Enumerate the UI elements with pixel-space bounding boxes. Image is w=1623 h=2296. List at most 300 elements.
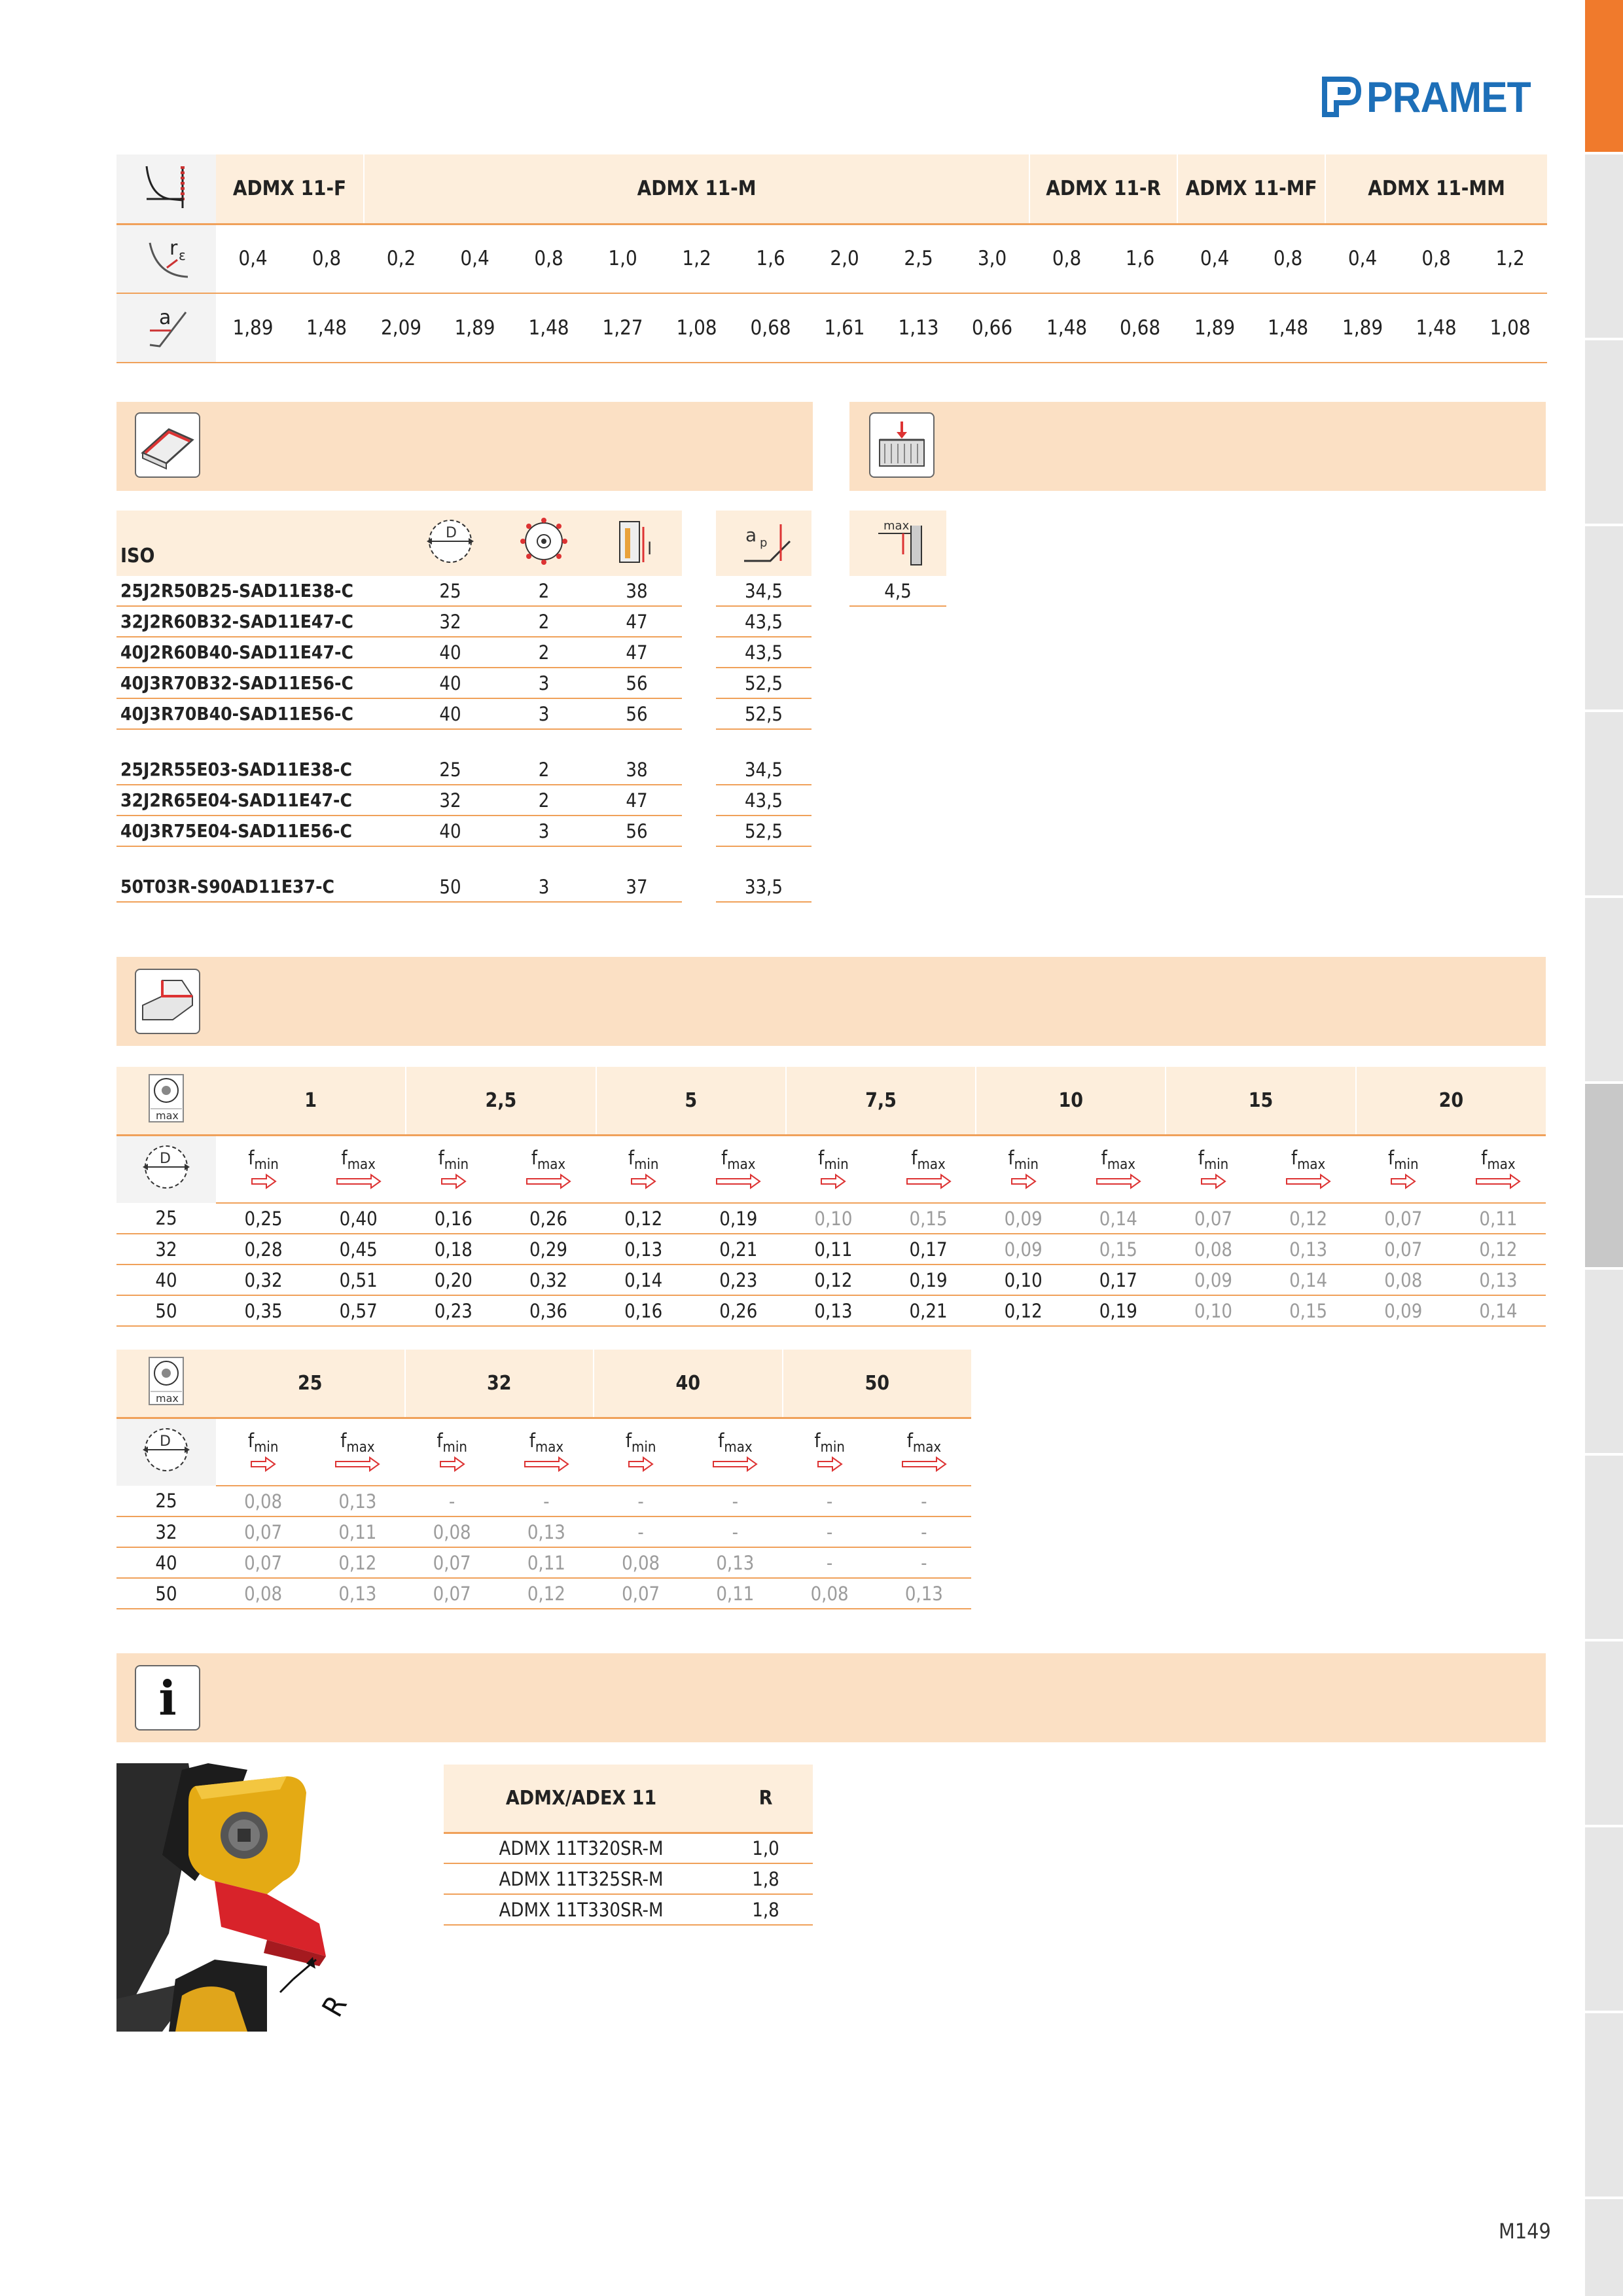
feed-value: 0,13 bbox=[596, 1234, 691, 1265]
max-depth-band bbox=[849, 402, 1546, 491]
logo-text: PRAMET bbox=[1366, 73, 1531, 121]
feed-value: 0,13 bbox=[688, 1547, 782, 1578]
feed-value: 0,17 bbox=[1071, 1265, 1166, 1295]
radius-value: 0,4 bbox=[438, 224, 512, 293]
ap-row bbox=[716, 816, 812, 846]
cutter-z: 3 bbox=[496, 698, 592, 729]
feed-arrow-icon bbox=[334, 1456, 380, 1472]
ramp-col-header: 32 bbox=[405, 1350, 594, 1418]
cutter-l: 56 bbox=[592, 668, 682, 698]
feed-row bbox=[116, 1547, 971, 1578]
feed-arrow-icon bbox=[526, 1174, 571, 1189]
ramp-angle-cell bbox=[116, 1350, 216, 1418]
cutter-ap: 43,5 bbox=[716, 785, 812, 816]
ramp-col-header: 10 bbox=[976, 1067, 1166, 1135]
cutter-z: 2 bbox=[496, 606, 592, 637]
fmin-header bbox=[594, 1418, 688, 1486]
ramp-col-header: 5 bbox=[596, 1067, 786, 1135]
feed-value: - bbox=[783, 1516, 877, 1547]
feed-diameter: 40 bbox=[116, 1265, 216, 1295]
feed-arrow-icon bbox=[250, 1456, 276, 1472]
fmax-header bbox=[877, 1418, 971, 1486]
cutter-z: 2 bbox=[496, 576, 592, 606]
feed-value: 0,35 bbox=[216, 1295, 311, 1326]
feed-value: 0,11 bbox=[1451, 1203, 1546, 1234]
f-symbol: f bbox=[248, 1147, 255, 1170]
fmin-header bbox=[1166, 1135, 1260, 1203]
f-symbol: f bbox=[437, 1429, 443, 1452]
feed-arrow-icon bbox=[820, 1174, 846, 1189]
insert-geometry-icon bbox=[116, 154, 216, 224]
fmax-sub: max bbox=[347, 1157, 376, 1174]
fmax-sub: max bbox=[917, 1157, 946, 1174]
feed-arrow-icon bbox=[628, 1456, 654, 1472]
ramp-angle-icon bbox=[147, 1072, 186, 1124]
feed-value: 0,12 bbox=[499, 1578, 594, 1609]
feed-value: 0,26 bbox=[691, 1295, 786, 1326]
radius-value: 0,4 bbox=[216, 224, 290, 293]
teeth-icon bbox=[496, 511, 592, 576]
cutter-row bbox=[116, 755, 682, 785]
cutter-l: 38 bbox=[592, 576, 682, 606]
svg-text:p: p bbox=[760, 535, 768, 550]
radius-value: 2,0 bbox=[808, 224, 882, 293]
fmax-sub: max bbox=[912, 1439, 942, 1456]
feed-value: 0,07 bbox=[405, 1547, 499, 1578]
side-tab bbox=[1585, 898, 1623, 1081]
ramping-band bbox=[116, 957, 1546, 1046]
fmin-header bbox=[783, 1418, 877, 1486]
iso-header: ISO bbox=[116, 511, 404, 576]
spacer-cell bbox=[116, 846, 404, 872]
d-label: D bbox=[446, 524, 457, 541]
feed-value: 0,26 bbox=[501, 1203, 596, 1234]
diameter-cell bbox=[116, 1418, 216, 1486]
ap-row bbox=[716, 606, 812, 637]
width-value: 1,13 bbox=[882, 293, 955, 363]
feed-row bbox=[116, 1234, 1546, 1265]
fmin-sub: min bbox=[824, 1157, 849, 1174]
feed-arrow-icon bbox=[1010, 1174, 1037, 1189]
max-step-icon bbox=[849, 511, 946, 576]
f-symbol: f bbox=[906, 1429, 913, 1452]
info-insert-r: 1,0 bbox=[719, 1833, 813, 1863]
feed-value: 0,07 bbox=[1166, 1203, 1260, 1234]
feed-row bbox=[116, 1486, 971, 1516]
feed-value: - bbox=[405, 1486, 499, 1516]
feed-value: 0,13 bbox=[877, 1578, 971, 1609]
feed-table-1 bbox=[116, 1067, 1546, 1327]
f-symbol: f bbox=[625, 1429, 632, 1452]
feed-value: 0,28 bbox=[216, 1234, 311, 1265]
cutter-row bbox=[116, 816, 682, 846]
info-col1-header: ADMX/ADEX 11 bbox=[444, 1765, 719, 1833]
side-tab bbox=[1585, 1456, 1623, 1639]
feed-value: 0,12 bbox=[1261, 1203, 1356, 1234]
f-symbol: f bbox=[1101, 1147, 1107, 1170]
width-value: 1,08 bbox=[1473, 293, 1547, 363]
cutter-row bbox=[116, 576, 682, 606]
cutter-row bbox=[116, 785, 682, 816]
cutter-ap: 52,5 bbox=[716, 698, 812, 729]
page-number: M149 bbox=[1499, 2219, 1551, 2244]
fmin-sub: min bbox=[254, 1439, 279, 1456]
feed-value: 0,18 bbox=[406, 1234, 501, 1265]
feed-value: 0,40 bbox=[311, 1203, 406, 1234]
cutter-d: 32 bbox=[404, 785, 496, 816]
feed-value: 0,10 bbox=[1166, 1295, 1260, 1326]
max-step-table bbox=[849, 511, 946, 607]
spacer-cell bbox=[496, 729, 592, 755]
ap-row bbox=[716, 698, 812, 729]
radius-value: 1,6 bbox=[734, 224, 808, 293]
cutter-d: 25 bbox=[404, 755, 496, 785]
fmax-sub: max bbox=[1297, 1157, 1326, 1174]
ap-label: a bbox=[745, 524, 757, 546]
feed-value: 0,08 bbox=[405, 1516, 499, 1547]
ramp-col-header: 20 bbox=[1356, 1067, 1546, 1135]
width-value: 1,48 bbox=[290, 293, 364, 363]
cutter-ap: 43,5 bbox=[716, 637, 812, 668]
f-symbol: f bbox=[438, 1147, 444, 1170]
fmax-header bbox=[499, 1418, 594, 1486]
cutter-iso: 32J2R65E04-SAD11E47-C bbox=[116, 785, 404, 816]
feed-value: 0,15 bbox=[1071, 1234, 1166, 1265]
series-r: ADMX 11-R bbox=[1029, 154, 1177, 224]
fmax-sub: max bbox=[727, 1157, 756, 1174]
fmax-sub: max bbox=[724, 1439, 753, 1456]
fmin-sub: min bbox=[442, 1439, 467, 1456]
cutter-d: 40 bbox=[404, 637, 496, 668]
side-tab bbox=[1585, 1827, 1623, 2011]
fmin-sub: min bbox=[632, 1439, 656, 1456]
info-band bbox=[116, 1653, 1546, 1742]
ramp-col-header: 2,5 bbox=[406, 1067, 596, 1135]
width-value: 1,61 bbox=[808, 293, 882, 363]
width-value: 1,89 bbox=[216, 293, 290, 363]
width-value: 1,08 bbox=[660, 293, 734, 363]
cutter-z: 3 bbox=[496, 872, 592, 902]
svg-text:max: max bbox=[156, 1109, 179, 1122]
radius-value: 0,8 bbox=[1029, 224, 1103, 293]
fmin-sub: min bbox=[820, 1439, 845, 1456]
f-symbol: f bbox=[911, 1147, 918, 1170]
fmax-sub: max bbox=[1107, 1157, 1135, 1174]
feed-arrow-icon bbox=[439, 1456, 465, 1472]
feed-value: 0,25 bbox=[216, 1203, 311, 1234]
feed-value: - bbox=[877, 1516, 971, 1547]
series-m: ADMX 11-M bbox=[364, 154, 1029, 224]
width-value: 1,89 bbox=[438, 293, 512, 363]
ap-row bbox=[716, 872, 812, 902]
feed-value: 0,12 bbox=[786, 1265, 881, 1295]
max-step-value: 4,5 bbox=[849, 576, 946, 606]
feed-value: 0,11 bbox=[499, 1547, 594, 1578]
cutter-iso: 32J2R60B32-SAD11E47-C bbox=[116, 606, 404, 637]
face-milling-band bbox=[116, 402, 813, 491]
feed-value: 0,14 bbox=[1071, 1203, 1166, 1234]
feed-arrow-icon bbox=[1475, 1174, 1521, 1189]
diameter-icon bbox=[140, 1141, 192, 1193]
cutter-iso: 40J3R75E04-SAD11E56-C bbox=[116, 816, 404, 846]
series-f: ADMX 11-F bbox=[216, 154, 364, 224]
feed-diameter: 40 bbox=[116, 1547, 216, 1578]
f-symbol: f bbox=[1291, 1147, 1298, 1170]
fmin-sub: min bbox=[1204, 1157, 1229, 1174]
ramping-icon bbox=[135, 969, 200, 1034]
svg-text:D: D bbox=[160, 1433, 171, 1450]
info-table bbox=[444, 1765, 813, 1926]
fmax-sub: max bbox=[535, 1439, 564, 1456]
cutter-row bbox=[116, 872, 682, 902]
l-label: l bbox=[647, 539, 652, 559]
side-tab bbox=[1585, 2013, 1623, 2197]
ramp-col-header: 1 bbox=[216, 1067, 406, 1135]
ap-table bbox=[716, 511, 812, 903]
ramp-col-header: 25 bbox=[216, 1350, 405, 1418]
spacer-cell bbox=[716, 846, 812, 872]
feed-value: 0,10 bbox=[976, 1265, 1071, 1295]
feed-arrow-icon bbox=[712, 1456, 758, 1472]
fmax-header bbox=[310, 1418, 404, 1486]
feed-value: 0,09 bbox=[1166, 1265, 1260, 1295]
fmin-header bbox=[406, 1135, 501, 1203]
feed-value: 0,13 bbox=[1261, 1234, 1356, 1265]
feed-value: 0,29 bbox=[501, 1234, 596, 1265]
cutter-iso: 50T03R-S90AD11E37-C bbox=[116, 872, 404, 902]
fmin-header bbox=[596, 1135, 691, 1203]
feed-value: - bbox=[499, 1486, 594, 1516]
fmax-header bbox=[311, 1135, 406, 1203]
ap-row bbox=[716, 576, 812, 606]
radius-value: 2,5 bbox=[882, 224, 955, 293]
width-value: 1,48 bbox=[1399, 293, 1473, 363]
fmax-header bbox=[691, 1135, 786, 1203]
feed-arrow-icon bbox=[901, 1456, 947, 1472]
f-symbol: f bbox=[529, 1429, 535, 1452]
feed-value: 0,07 bbox=[216, 1516, 310, 1547]
fmin-header bbox=[405, 1418, 499, 1486]
feed-value: 0,19 bbox=[691, 1203, 786, 1234]
f-symbol: f bbox=[628, 1147, 635, 1170]
svg-text:a: a bbox=[159, 306, 171, 329]
feed-value: 0,13 bbox=[499, 1516, 594, 1547]
cutter-row bbox=[116, 606, 682, 637]
radius-value: 0,8 bbox=[512, 224, 586, 293]
cutter-row bbox=[116, 637, 682, 668]
fmin-header bbox=[1356, 1135, 1451, 1203]
fmin-sub: min bbox=[254, 1157, 279, 1174]
feed-arrow-icon bbox=[1285, 1174, 1331, 1189]
fmin-header bbox=[216, 1135, 311, 1203]
feed-arrow-icon bbox=[715, 1174, 761, 1189]
fmin-header bbox=[216, 1418, 310, 1486]
face-milling-icon bbox=[135, 412, 200, 478]
feed-value: 0,08 bbox=[216, 1486, 310, 1516]
info-col2-header: R bbox=[719, 1765, 813, 1833]
cutter-ap: 43,5 bbox=[716, 606, 812, 637]
f-symbol: f bbox=[341, 1147, 348, 1170]
width-value: 1,48 bbox=[512, 293, 586, 363]
feed-value: - bbox=[783, 1486, 877, 1516]
feed-value: 0,09 bbox=[976, 1234, 1071, 1265]
feed-value: 0,13 bbox=[786, 1295, 881, 1326]
f-symbol: f bbox=[1387, 1147, 1395, 1170]
width-value: 2,09 bbox=[364, 293, 438, 363]
insert-photo bbox=[116, 1763, 368, 2032]
cutter-iso: 25J2R55E03-SAD11E38-C bbox=[116, 755, 404, 785]
feed-arrow-icon bbox=[817, 1456, 843, 1472]
cutter-d: 25 bbox=[404, 576, 496, 606]
side-tab bbox=[1585, 526, 1623, 709]
cutter-z: 3 bbox=[496, 668, 592, 698]
cutter-l: 47 bbox=[592, 785, 682, 816]
width-value: 0,68 bbox=[734, 293, 808, 363]
side-tab-current bbox=[1585, 1084, 1623, 1267]
cutter-l: 37 bbox=[592, 872, 682, 902]
cutter-ap: 33,5 bbox=[716, 872, 812, 902]
feed-value: 0,19 bbox=[1071, 1295, 1166, 1326]
series-mm: ADMX 11-MM bbox=[1325, 154, 1547, 224]
spacer-cell bbox=[404, 846, 496, 872]
feed-row bbox=[116, 1578, 971, 1609]
feed-value: 0,17 bbox=[881, 1234, 976, 1265]
feed-value: 0,23 bbox=[691, 1265, 786, 1295]
feed-row bbox=[116, 1265, 1546, 1295]
feed-value: 0,57 bbox=[311, 1295, 406, 1326]
side-tab bbox=[1585, 154, 1623, 338]
feed-value: 0,13 bbox=[310, 1486, 404, 1516]
f-symbol: f bbox=[247, 1429, 255, 1452]
feed-row bbox=[116, 1516, 971, 1547]
feed-diameter: 32 bbox=[116, 1234, 216, 1265]
cutter-ap: 34,5 bbox=[716, 755, 812, 785]
feed-value: 0,08 bbox=[216, 1578, 310, 1609]
cutter-d: 32 bbox=[404, 606, 496, 637]
radius-value: 0,4 bbox=[1325, 224, 1399, 293]
ramp-col-header: 7,5 bbox=[786, 1067, 976, 1135]
fmax-sub: max bbox=[346, 1439, 375, 1456]
feed-value: 0,12 bbox=[310, 1547, 404, 1578]
width-value: 0,68 bbox=[1103, 293, 1177, 363]
cutter-z: 3 bbox=[496, 816, 592, 846]
cutter-row bbox=[116, 698, 682, 729]
width-value: 1,48 bbox=[1029, 293, 1103, 363]
cutter-ap: 34,5 bbox=[716, 576, 812, 606]
fmax-sub: max bbox=[537, 1157, 566, 1174]
side-tab bbox=[1585, 712, 1623, 895]
side-tab bbox=[1585, 2199, 1623, 2296]
feed-value: 0,15 bbox=[881, 1203, 976, 1234]
feed-value: - bbox=[688, 1486, 782, 1516]
feed-value: - bbox=[594, 1486, 688, 1516]
width-value: 1,48 bbox=[1251, 293, 1325, 363]
feed-value: 0,08 bbox=[1166, 1234, 1260, 1265]
ap-row bbox=[716, 668, 812, 698]
feed-value: 0,21 bbox=[691, 1234, 786, 1265]
radius-value: 0,2 bbox=[364, 224, 438, 293]
fmax-header bbox=[501, 1135, 596, 1203]
radius-value: 1,0 bbox=[586, 224, 660, 293]
cutter-iso: 40J3R70B32-SAD11E56-C bbox=[116, 668, 404, 698]
radius-value: 3,0 bbox=[955, 224, 1029, 293]
cutter-l: 38 bbox=[592, 755, 682, 785]
feed-value: 0,11 bbox=[310, 1516, 404, 1547]
feed-value: 0,20 bbox=[406, 1265, 501, 1295]
fmax-header bbox=[1261, 1135, 1356, 1203]
cutter-d: 50 bbox=[404, 872, 496, 902]
feed-value: 0,45 bbox=[311, 1234, 406, 1265]
feed-value: 0,08 bbox=[783, 1578, 877, 1609]
cutter-l: 47 bbox=[592, 606, 682, 637]
feed-value: - bbox=[594, 1516, 688, 1547]
width-value: 1,89 bbox=[1325, 293, 1399, 363]
ramp-col-header: 50 bbox=[783, 1350, 972, 1418]
cutter-z: 2 bbox=[496, 785, 592, 816]
radius-value: 1,6 bbox=[1103, 224, 1177, 293]
feed-value: 0,21 bbox=[881, 1295, 976, 1326]
info-insert-name: ADMX 11T320SR-M bbox=[444, 1833, 719, 1863]
feed-diameter: 25 bbox=[116, 1203, 216, 1234]
cutter-l: 47 bbox=[592, 637, 682, 668]
feed-value: 0,15 bbox=[1261, 1295, 1356, 1326]
radius-value: 0,8 bbox=[1399, 224, 1473, 293]
feed-row bbox=[116, 1295, 1546, 1326]
info-insert-r: 1,8 bbox=[719, 1894, 813, 1925]
radius-value: 1,2 bbox=[1473, 224, 1547, 293]
spacer-cell bbox=[116, 729, 404, 755]
feed-value: 0,08 bbox=[1356, 1265, 1451, 1295]
insert-geometry-table bbox=[116, 154, 1547, 363]
feed-diameter: 50 bbox=[116, 1578, 216, 1609]
feed-row bbox=[116, 1203, 1546, 1234]
feed-value: 0,10 bbox=[786, 1203, 881, 1234]
radius-label: r bbox=[169, 237, 178, 260]
pramet-logo-icon bbox=[1322, 77, 1361, 117]
feed-value: - bbox=[877, 1486, 971, 1516]
radius-value: 0,8 bbox=[1251, 224, 1325, 293]
feed-value: 0,07 bbox=[405, 1578, 499, 1609]
ramp-angle-icon bbox=[147, 1355, 186, 1407]
fmin-sub: min bbox=[634, 1157, 659, 1174]
feed-value: 0,07 bbox=[594, 1578, 688, 1609]
cutter-d: 40 bbox=[404, 668, 496, 698]
info-insert-name: ADMX 11T330SR-M bbox=[444, 1894, 719, 1925]
feed-value: 0,12 bbox=[596, 1203, 691, 1234]
length-icon bbox=[592, 511, 682, 576]
feed-value: 0,32 bbox=[216, 1265, 311, 1295]
feed-arrow-icon bbox=[1390, 1174, 1416, 1189]
feed-value: 0,14 bbox=[596, 1265, 691, 1295]
spacer-cell bbox=[592, 846, 682, 872]
cutter-row bbox=[116, 668, 682, 698]
width-value: 0,66 bbox=[955, 293, 1029, 363]
ramp-col-header: 40 bbox=[594, 1350, 783, 1418]
fmin-header bbox=[786, 1135, 881, 1203]
info-insert-name: ADMX 11T325SR-M bbox=[444, 1863, 719, 1894]
feed-arrow-icon bbox=[440, 1174, 467, 1189]
pramet-logo bbox=[1322, 71, 1545, 123]
f-symbol: f bbox=[718, 1429, 724, 1452]
fmin-sub: min bbox=[444, 1157, 469, 1174]
cutter-l: 56 bbox=[592, 698, 682, 729]
side-tab bbox=[1585, 340, 1623, 524]
feed-value: 0,07 bbox=[216, 1547, 310, 1578]
f-symbol: f bbox=[531, 1147, 538, 1170]
max-step-label: max bbox=[883, 518, 910, 533]
feed-value: 0,23 bbox=[406, 1295, 501, 1326]
f-symbol: f bbox=[1481, 1147, 1488, 1170]
